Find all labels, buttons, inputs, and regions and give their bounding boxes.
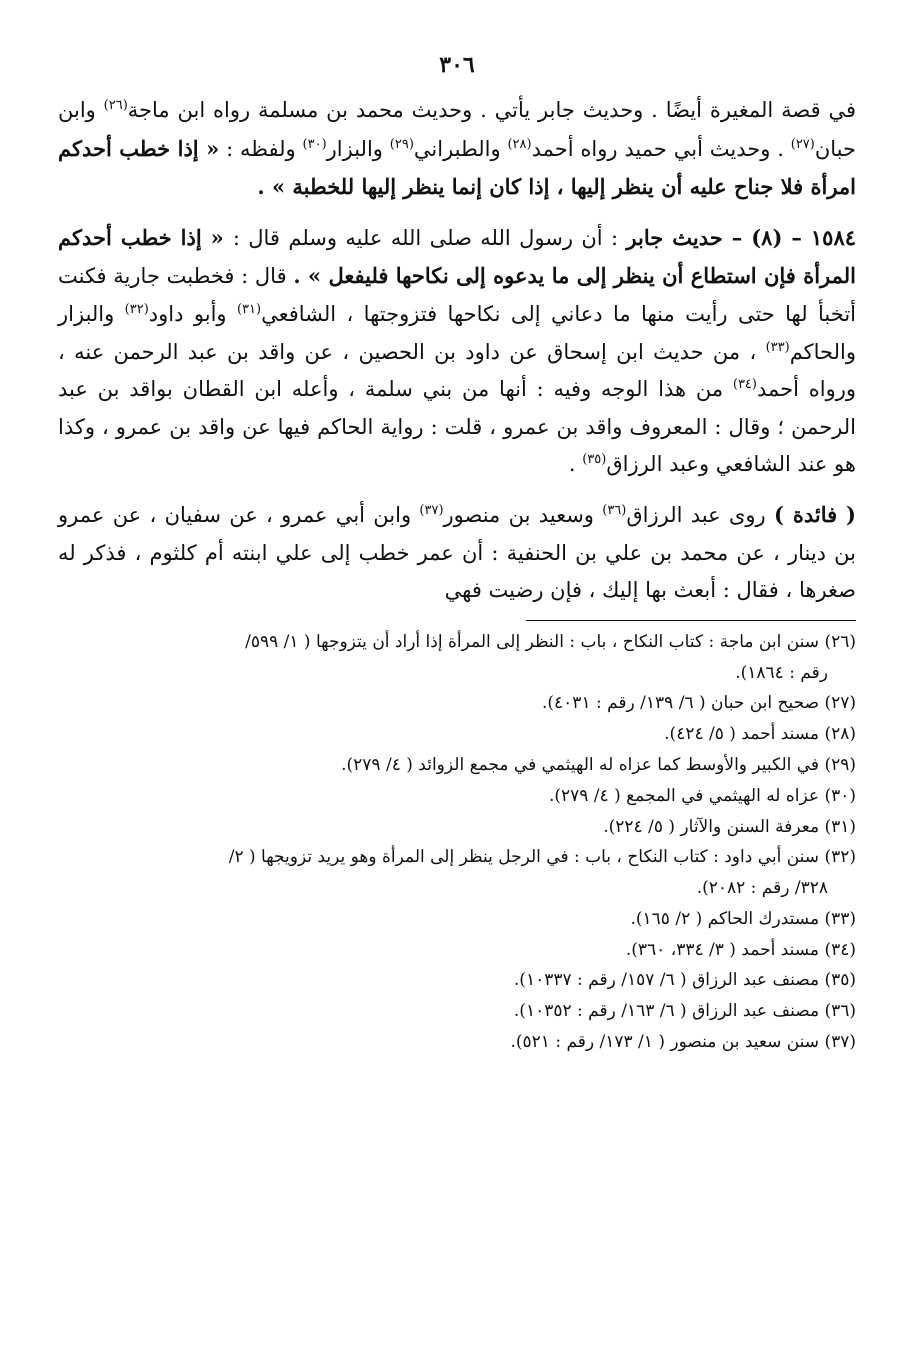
footnote-item [58, 719, 856, 750]
footnote-ref-29[interactable]: (٢٩) [389, 136, 414, 152]
footnote-ref-33[interactable]: (٣٣) [765, 339, 790, 355]
footnote-continuation: ٣٢٨/ رقم : ٢٠٨٢). [696, 878, 828, 899]
text-run: وابن أبي عمرو ، عن سفيان ، عن عمرو بن دينار ، عن محمد بن علي بن الحنفية : أن عمر خطب إلى علي ابنته أم كلثوم ، فذكر له صغرها ، فقال : أبعث بها إليك ، فإن رضيت فهي [58, 502, 856, 603]
footnote-item [58, 781, 856, 812]
footnote-text: (٢٩) في الكبير والأوسط كما عزاه له الهيثمي في مجمع الزوائد ( ٤/ ٢٧٩). [341, 754, 856, 775]
footnote-text: (٣٠) عزاه له الهيثمي في المجمع ( ٤/ ٢٧٩). [548, 785, 856, 806]
paragraph-3 [58, 496, 856, 610]
text-run: والبزار [326, 136, 390, 161]
footnote-item [58, 904, 856, 935]
footnote-text: (٢٦) سنن ابن ماجة : كتاب النكاح ، باب : النظر إلى المرأة إذا أراد أن يتزوجها ( ١/ ٥٩٩/ [245, 631, 856, 652]
footnote-item [58, 627, 856, 689]
footnote-ref-36[interactable]: (٣٦) [602, 502, 627, 518]
footnote-text: (٣٧) سنن سعيد بن منصور ( ١/ ١٧٣/ رقم : ٥٢١). [510, 1032, 856, 1053]
paragraph-1 [58, 92, 856, 207]
footnote-text: (٣٣) مستدرك الحاكم ( ٢/ ١٦٥). [630, 908, 856, 929]
main-text [58, 92, 856, 610]
text-run: من هذا الوجه وفيه : أنها من بني سلمة ، وأعله ابن القطان بواقد بن عبد الرحمن ؛ وقال : المعروف واقد بن عمرو ، قلت : رواية الحاكم فيها عن واقد بن عمرو ، وكذا هو عند الشافعي وعبد الرزاق [58, 377, 856, 477]
text-run: . [568, 452, 583, 477]
footnote-text: (٣٥) مصنف عبد الرزاق ( ٦/ ١٥٧/ رقم : ١٠٣٣٧). [513, 970, 856, 991]
footnote-ref-34[interactable]: (٣٤) [732, 377, 757, 393]
text-run: والبزار والحاكم [58, 301, 856, 364]
footnote-text: (٢٧) صحيح ابن حبان ( ٦/ ١٣٩/ رقم : ٤٠٣١). [542, 693, 856, 714]
footnote-ref-35[interactable]: (٣٥) [582, 452, 607, 468]
hadith-quote: « إذا خطب أحدكم المرأة فإن استطاع أن ينظر إلى ما يدعوه إلى نكاحها فليفعل » . [58, 224, 856, 289]
text-run: في قصة المغيرة أيضًا . وحديث جابر يأتي . وحديث محمد بن مسلمة رواه ابن ماجة [127, 98, 856, 122]
page-number: ٣٠٦ [439, 52, 475, 78]
text-run: : أن رسول الله صلى الله عليه وسلم قال : [232, 225, 627, 250]
footnote-text: (٢٨) مسند أحمد ( ٥/ ٤٢٤). [664, 724, 856, 745]
footnote-text: (٣٢) سنن أبي داود : كتاب النكاح ، باب : في الرجل ينظر إلى المرأة وهو يريد تزويجها ( ٢/ [228, 847, 856, 868]
footnote-item [58, 965, 856, 996]
footnote-separator [526, 620, 856, 621]
footnote-item [58, 750, 856, 781]
footnote-item [58, 1027, 856, 1058]
footnote-ref-26[interactable]: (٢٦) [103, 98, 128, 113]
footnote-item [58, 812, 856, 843]
footnote-item [58, 996, 856, 1027]
text-run: والطبراني [413, 136, 508, 161]
footnote-item [58, 842, 856, 904]
paragraph-2 [58, 219, 856, 484]
hadith-quote: « إذا خطب أحدكم امرأة فلا جناح عليه أن ينظر إليها ، إذا كان إنما ينظر إليها للخطبة » . [58, 135, 856, 200]
footnote-ref-27[interactable]: (٢٧) [790, 136, 815, 152]
text-run: قال : فخطبت جارية فكنت أتخبأ لها حتى رأيت منها ما دعاني إلى نكاحها فتزوجتها ، الشافعي [58, 264, 856, 326]
footnote-ref-32[interactable]: (٣٢) [124, 301, 149, 317]
footnote-text: (٣٤) مسند أحمد ( ٣/ ٣٣٤، ٣٦٠). [625, 939, 856, 960]
text-run: ، من حديث ابن إسحاق عن داود بن الحصين ، عن واقد بن عبد الرحمن عنه ، ورواه أحمد [58, 339, 857, 402]
text-run: وابن حبان [58, 98, 856, 161]
footnote-ref-31[interactable]: (٣١) [236, 301, 262, 317]
hadith-heading: ١٥٨٤ – (٨) – حديث جابر [626, 224, 857, 250]
text-run: ولفظه : [219, 136, 303, 161]
footnote-continuation: رقم : ١٨٦٤). [735, 662, 828, 683]
footnote-text: (٣١) معرفة السنن والآثار ( ٥/ ٢٢٤). [603, 816, 856, 837]
footnote-item [58, 935, 856, 966]
text-run: . وحديث أبي حميد رواه أحمد [531, 136, 791, 161]
footnote-ref-28[interactable]: (٢٨) [507, 136, 532, 152]
text-run: روى عبد الرزاق [626, 502, 774, 527]
faida-label: ( فائدة ) [773, 501, 856, 527]
footnote-ref-37[interactable]: (٣٧) [419, 502, 444, 518]
footnote-ref-30[interactable]: (٣٠) [302, 136, 327, 152]
text-run: وأبو داود [148, 301, 237, 326]
footnote-item [58, 688, 856, 719]
footnotes-list [58, 627, 856, 1058]
footnote-text: (٣٦) مصنف عبد الرزاق ( ٦/ ١٦٣/ رقم : ١٠٣٥٢). [513, 1001, 856, 1022]
text-run: وسعيد بن منصور [443, 502, 603, 527]
